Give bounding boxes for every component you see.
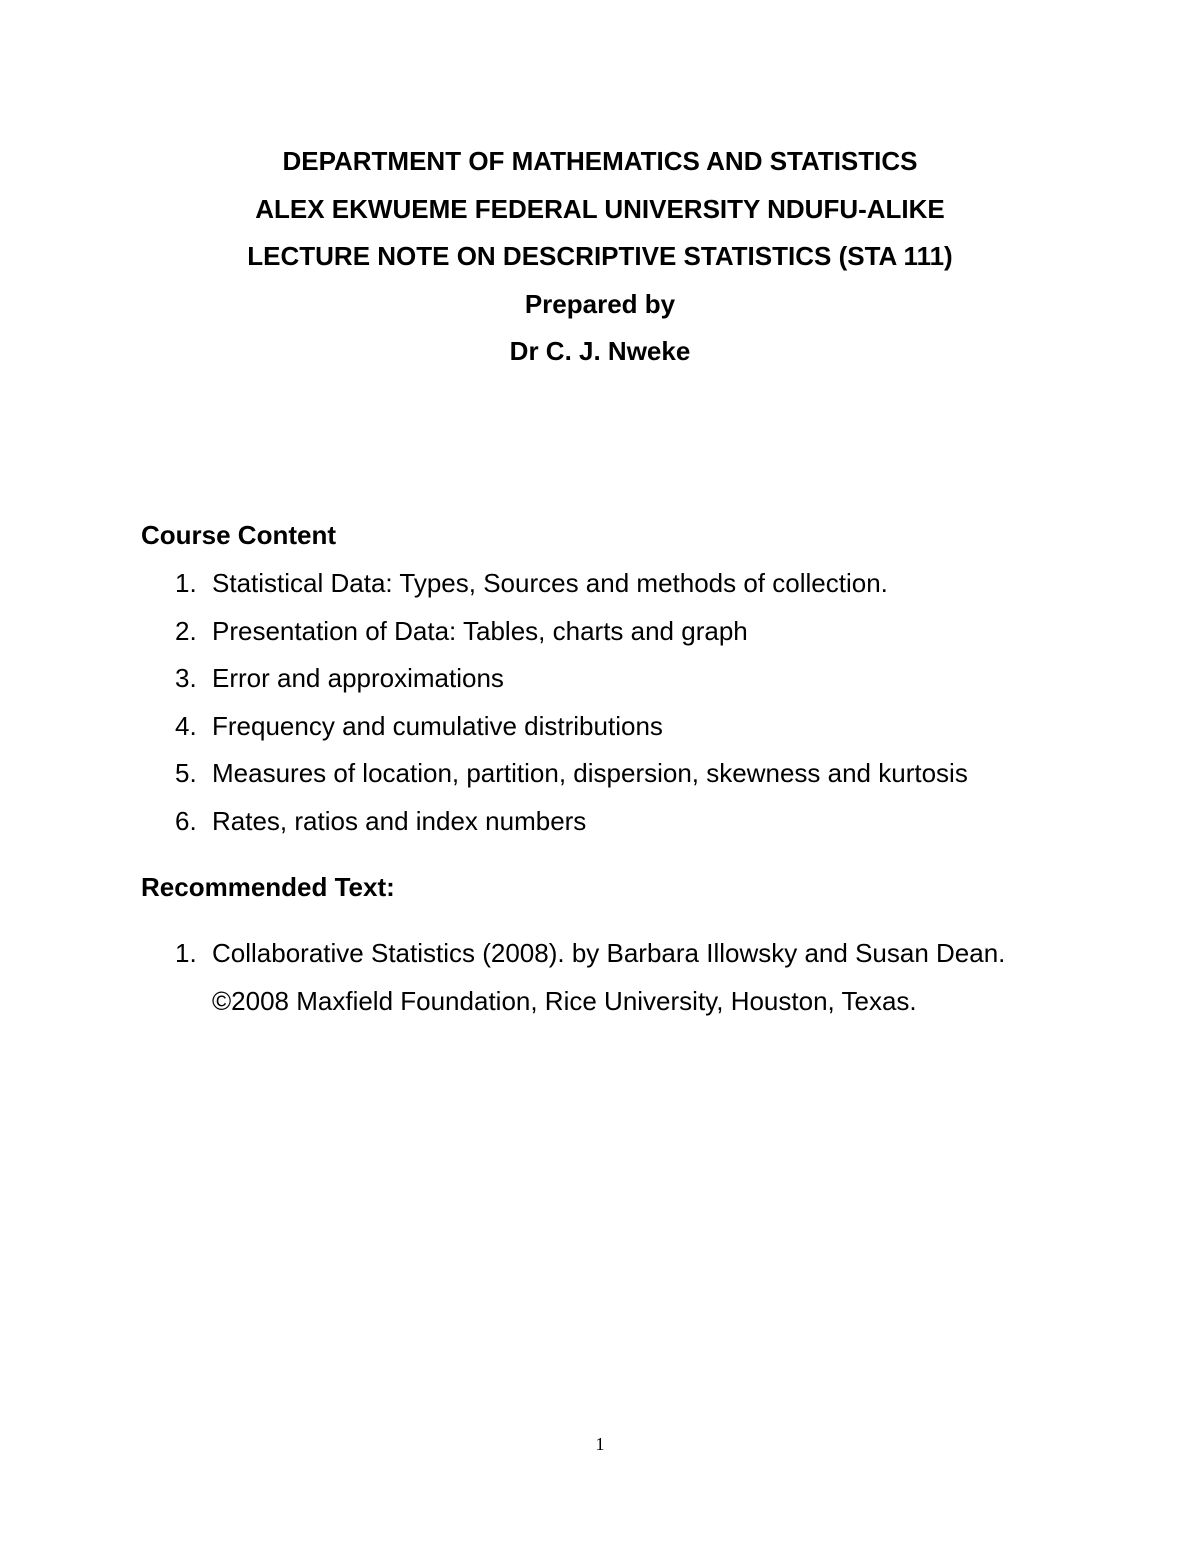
list-item <box>141 930 1006 1025</box>
list-item <box>141 798 897 846</box>
prepared-by-label: Prepared by <box>524 288 676 319</box>
list-item-number: 1. <box>175 568 197 598</box>
list-item-text: Presentation of Data: Tables, charts and graph <box>212 615 748 646</box>
university-name: ALEX EKWUEME FEDERAL UNIVERSITY NDUFU-ALIKE <box>255 193 945 224</box>
lecture-title: LECTURE NOTE ON DESCRIPTIVE STATISTICS (STA 111) <box>247 241 953 271</box>
list-item-text: Collaborative Statistics (2008). by Barbara Illowsky and Susan Dean. <box>212 938 1006 968</box>
list-item <box>141 560 897 608</box>
list-item-text: Error and approximations <box>212 663 504 693</box>
recommended-text-list <box>141 930 1006 1025</box>
list-item <box>141 703 897 751</box>
list-item-number: 1. <box>175 938 197 968</box>
list-item-number: 6. <box>175 805 197 836</box>
list-item-number: 4. <box>175 710 197 741</box>
list-item <box>141 655 897 703</box>
list-item <box>141 608 897 656</box>
list-item <box>141 750 968 798</box>
course-content-heading: Course Content <box>141 520 336 550</box>
title-block <box>0 138 1200 376</box>
list-item-number: 2. <box>175 615 197 646</box>
list-item-number: 5. <box>175 758 197 788</box>
course-content-list <box>141 560 968 845</box>
list-item-continuation: ©2008 Maxfield Foundation, Rice University, Houston, Texas. <box>212 985 917 1016</box>
list-item-text: Frequency and cumulative distributions <box>212 710 663 741</box>
list-item-text: Statistical Data: Types, Sources and methods of collection. <box>212 568 888 598</box>
list-item-text: Measures of location, partition, dispersion, skewness and kurtosis <box>212 758 968 788</box>
list-item-text: Rates, ratios and index numbers <box>212 805 587 836</box>
department-name: DEPARTMENT OF MATHEMATICS AND STATISTICS <box>282 146 918 176</box>
author-name: Dr C. J. Nweke <box>509 336 691 366</box>
list-item-number: 3. <box>175 663 197 693</box>
recommended-text-heading: Recommended Text: <box>141 872 395 902</box>
page-number: 1 <box>595 1434 605 1454</box>
